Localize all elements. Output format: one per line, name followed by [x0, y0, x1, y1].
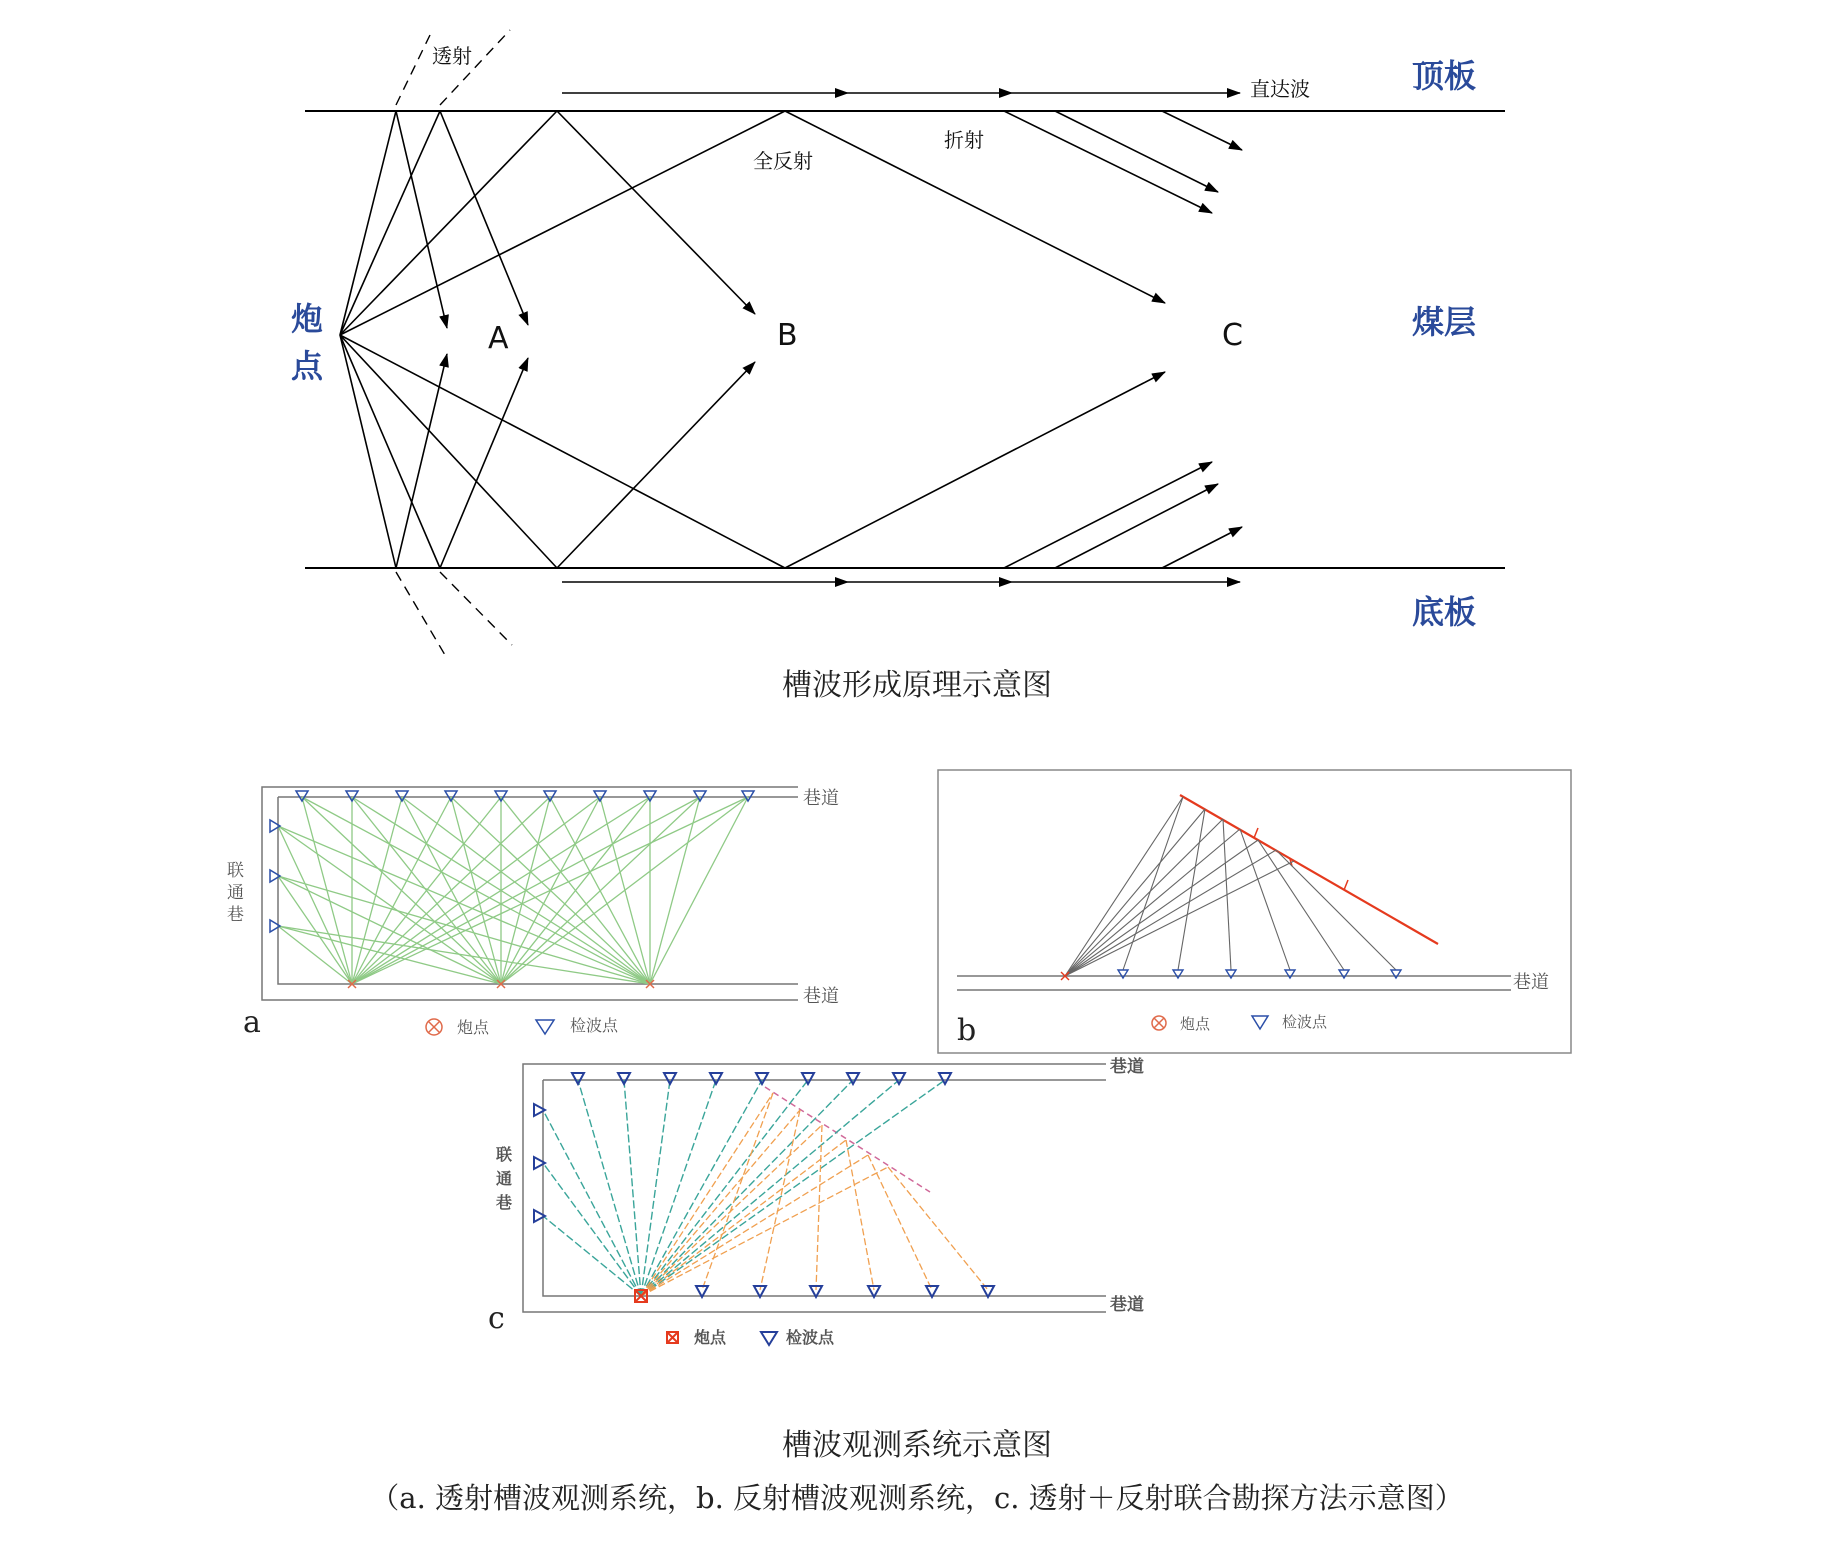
- refracted-rays-bottom: [1004, 462, 1242, 568]
- point-b-label: B: [777, 318, 798, 353]
- panel-a-rays: [278, 797, 748, 984]
- caption-observation-detail: （a. 透射槽波观测系统，b. 反射槽波观测系统，c. 透射＋反射联合勘探方法示意图）: [370, 1481, 1464, 1515]
- panel-c: [488, 1056, 1144, 1347]
- panel-a-legend-shot-icon: [426, 1019, 442, 1035]
- panel-c-tag: c: [488, 1301, 505, 1336]
- point-a-label: A: [488, 321, 509, 356]
- roof-label: 顶板: [1412, 57, 1477, 95]
- refracted-rays-top: [1004, 111, 1242, 213]
- panel-a-crossway: 联通巷: [227, 861, 244, 925]
- panel-b-legend-shot-icon: [1152, 1016, 1166, 1030]
- panel-a-roadway-top: 巷道: [803, 788, 839, 809]
- panel-b: [938, 770, 1571, 1053]
- panel-a-tag: a: [243, 1005, 261, 1040]
- total-reflection-label: 全反射: [753, 149, 813, 173]
- panel-b-legend-shot: 炮点: [1180, 1015, 1211, 1033]
- panel-a-legend-geophone-icon: [536, 1020, 554, 1034]
- panel-a-legend-shot: 炮点: [457, 1018, 490, 1037]
- panel-c-transmission-rays: [543, 1080, 945, 1296]
- reflected-rays-b: [557, 111, 755, 568]
- caption-observation: 槽波观测系统示意图: [782, 1428, 1052, 1463]
- panel-a-geophones: [270, 791, 754, 932]
- point-c-label: C: [1222, 318, 1243, 353]
- shot-point-label-2: 点: [291, 347, 324, 385]
- panel-b-geophones: [1118, 970, 1401, 978]
- panel-b-legend-geophone-icon: [1252, 1016, 1268, 1029]
- rays-to-floor: [340, 335, 785, 568]
- floor-label: 底板: [1412, 593, 1477, 631]
- panel-c-legend-shot: 炮点: [694, 1328, 727, 1347]
- panel-c-crossway: 联通巷: [496, 1145, 513, 1212]
- panel-a: [227, 787, 839, 1040]
- panel-a-roadway-bottom: 巷道: [803, 986, 839, 1007]
- panel-c-legend-geophone-icon: [761, 1332, 777, 1345]
- panel-b-tag: b: [957, 1013, 977, 1048]
- panel-c-roadway-top: 巷道: [1110, 1057, 1144, 1077]
- caption-principle: 槽波形成原理示意图: [782, 668, 1052, 703]
- panel-c-reflection-rays: [641, 1093, 988, 1296]
- direct-wave-label: 直达波: [1250, 77, 1310, 101]
- panel-b-reflector: [1180, 795, 1438, 944]
- panel-c-legend-shot-icon: [667, 1332, 678, 1343]
- channel-wave-principle-diagram: [305, 30, 1505, 655]
- panel-c-roadway-bottom: 巷道: [1110, 1295, 1144, 1315]
- shot-point-label-1: 炮: [291, 300, 324, 338]
- reflected-rays-c: [785, 111, 1165, 568]
- panel-c-legend-geophone: 检波点: [786, 1328, 835, 1347]
- transmit-label: 透射: [432, 44, 472, 68]
- coal-seam-label: 煤层: [1412, 303, 1477, 341]
- panel-b-legend-geophone: 检波点: [1282, 1013, 1328, 1031]
- refraction-label: 折射: [944, 128, 984, 152]
- panel-a-legend-geophone: 检波点: [570, 1016, 619, 1035]
- rays-to-roof: [340, 111, 785, 335]
- panel-b-roadway: 巷道: [1513, 972, 1549, 993]
